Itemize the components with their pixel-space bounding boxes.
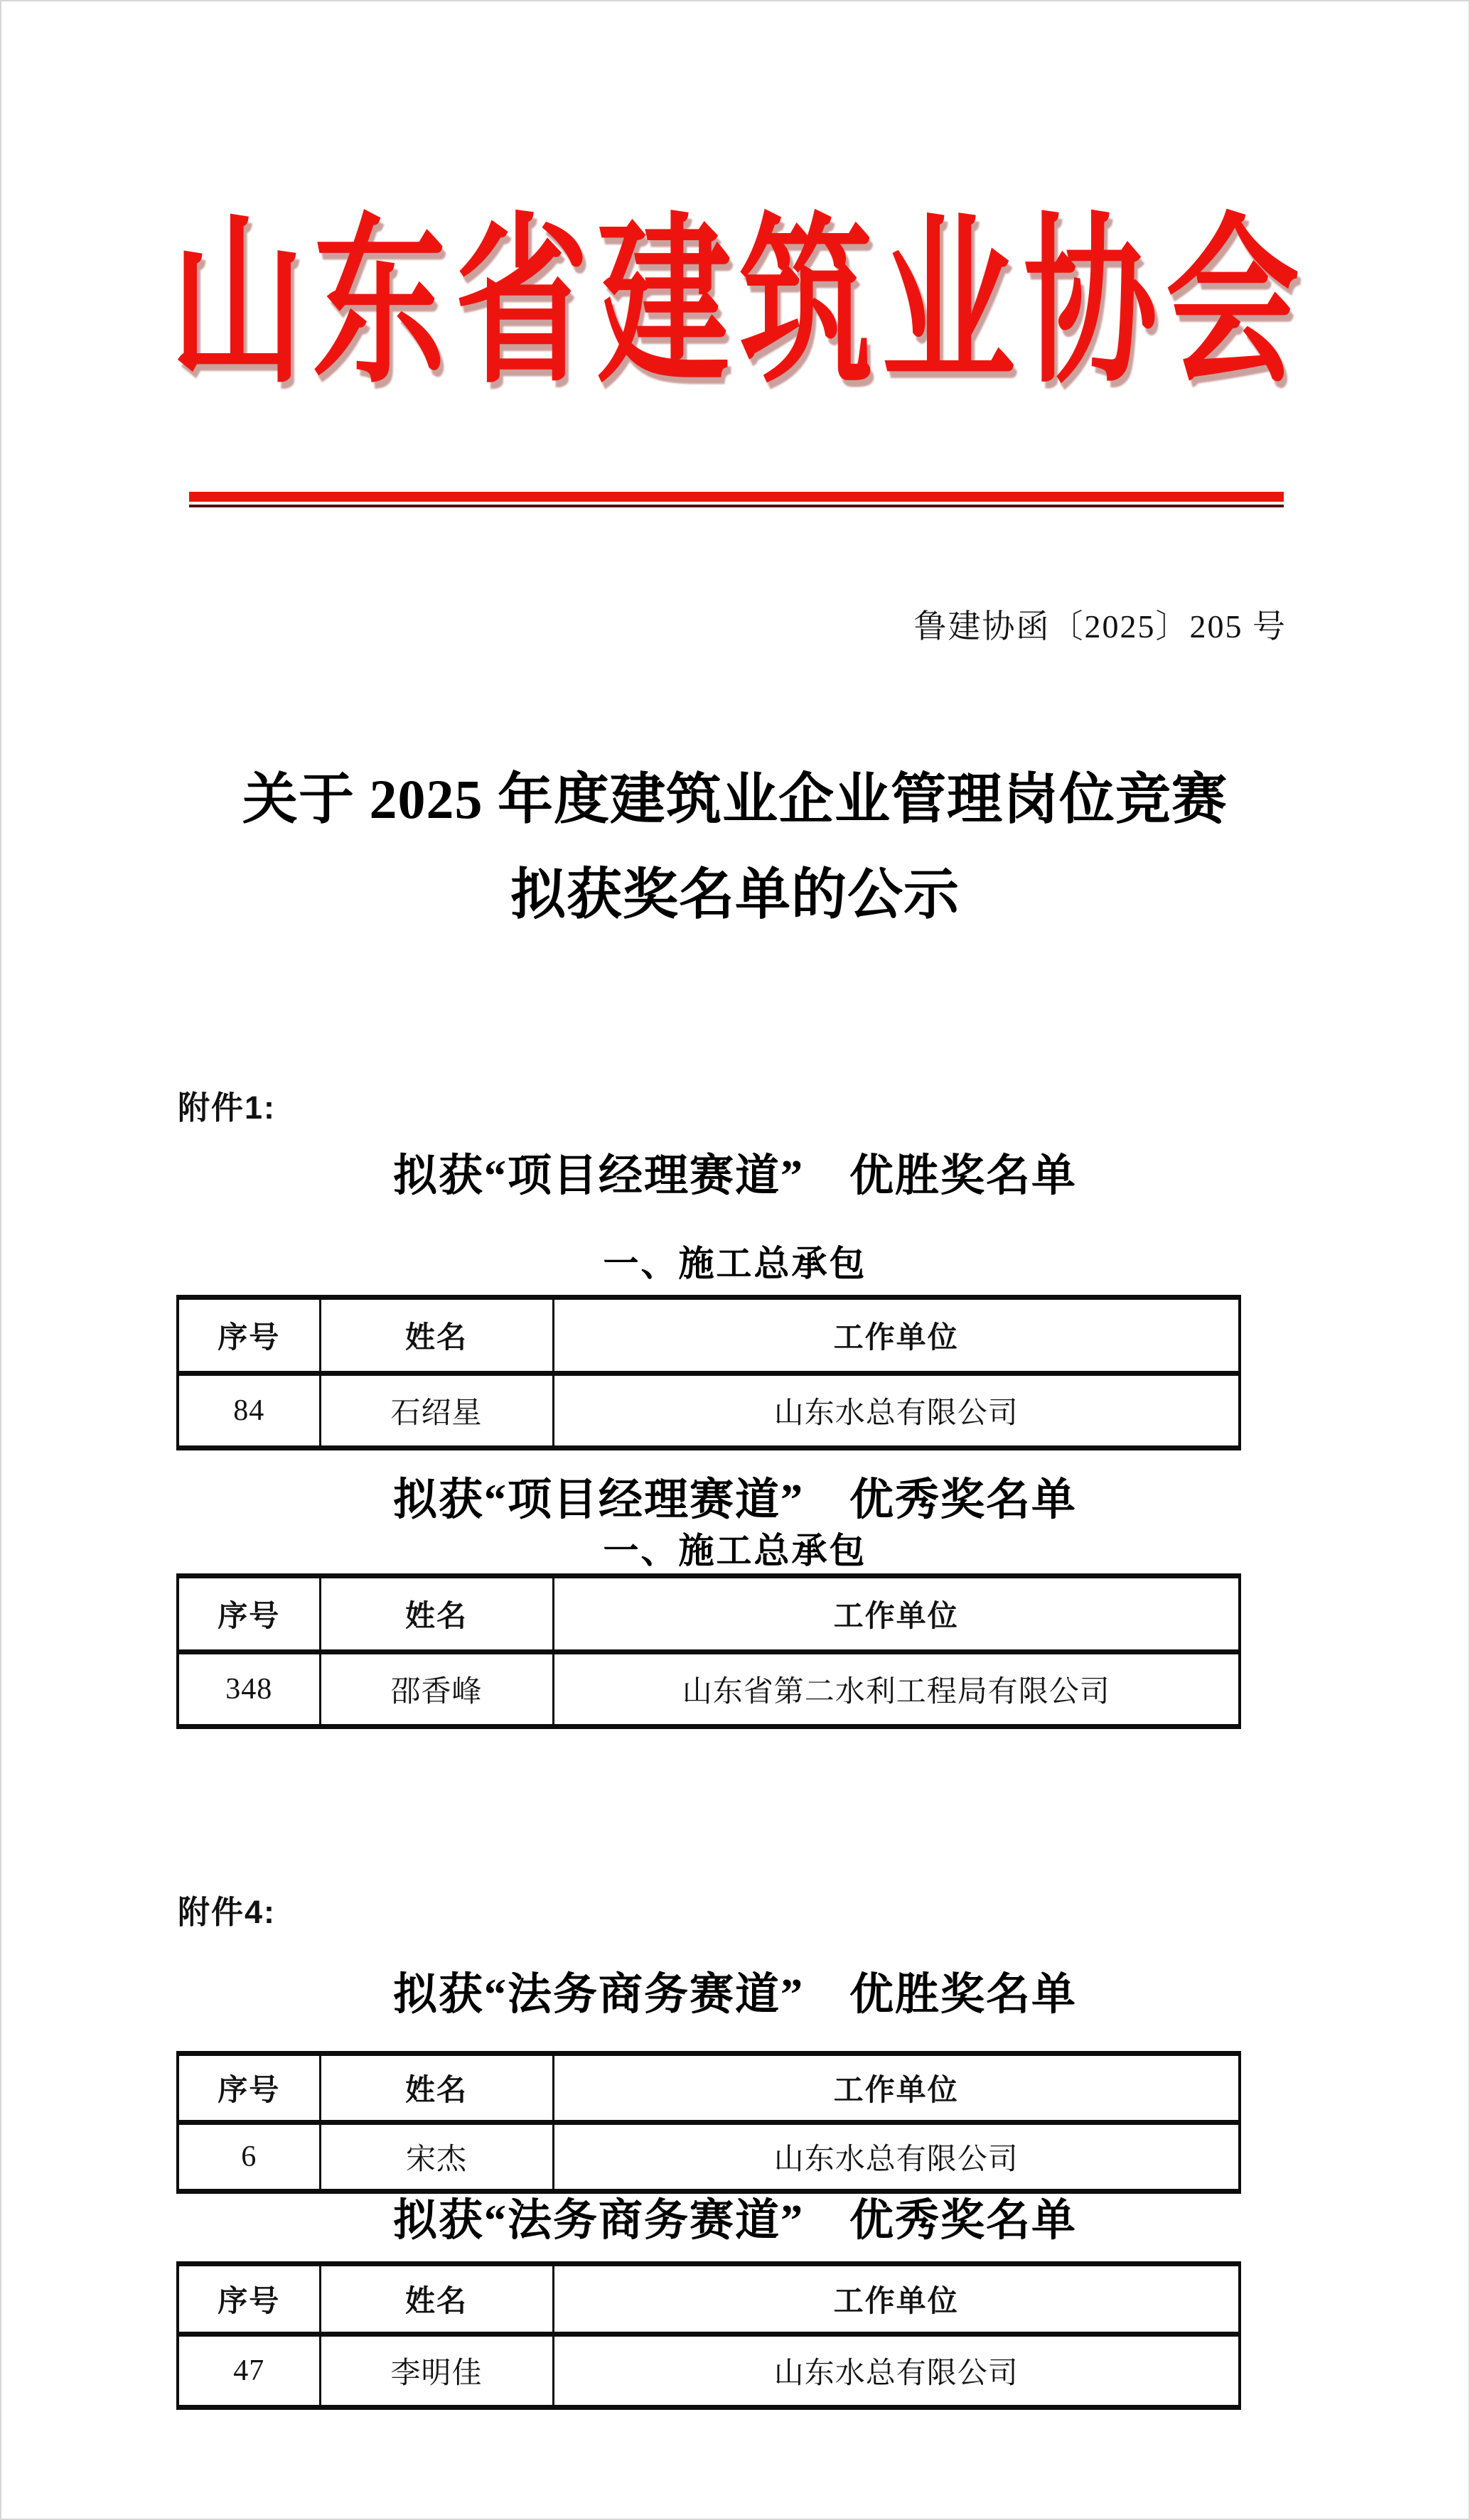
col-header-index: 序号 [178, 2054, 320, 2123]
cell-index: 47 [178, 2335, 320, 2408]
cell-employer: 山东省第二水利工程局有限公司 [553, 1652, 1240, 1727]
table-row [178, 1374, 1240, 1448]
cell-index: 84 [178, 1374, 320, 1448]
table-row [178, 2335, 1240, 2408]
col-header-employer: 工作单位 [553, 1576, 1240, 1652]
section-title-legal-excellence: 拟获“法务商务赛道” 优秀奖名单 [392, 2197, 1077, 2245]
award-table-legal-winner [176, 2051, 1241, 2194]
col-header-name: 姓名 [320, 1298, 553, 1374]
table-row [178, 1652, 1240, 1727]
section-subtitle-pm-excellence: 一、施工总承包 [603, 1531, 867, 1571]
cell-name: 李明佳 [320, 2335, 553, 2408]
red-divider [189, 492, 1284, 507]
col-header-name: 姓名 [320, 2054, 553, 2123]
table-header-row [178, 1576, 1240, 1652]
section-title-pm-excellence: 拟获“项目经理赛道” 优秀奖名单 [392, 1476, 1077, 1524]
col-header-index: 序号 [178, 1576, 320, 1652]
award-table-pm-winner [176, 1295, 1241, 1450]
table-row [178, 2123, 1240, 2192]
section-title-pm-winner: 拟获“项目经理赛道” 优胜奖名单 [392, 1152, 1077, 1200]
col-header-employer: 工作单位 [553, 2264, 1240, 2335]
section-subtitle-pm-winner: 一、施工总承包 [603, 1244, 867, 1283]
main-title-line2: 拟获奖名单的公示 [510, 863, 960, 925]
cell-name: 石绍星 [320, 1374, 553, 1448]
col-header-index: 序号 [178, 2264, 320, 2335]
cell-employer: 山东水总有限公司 [553, 2123, 1240, 2192]
col-header-name: 姓名 [320, 1576, 553, 1652]
red-divider-underline [189, 505, 1284, 507]
doc-number: 鲁建协函〔2025〕205 号 [913, 608, 1287, 645]
cell-employer: 山东水总有限公司 [553, 1374, 1240, 1448]
award-table-legal-excellence [176, 2261, 1241, 2410]
table-header-row [178, 1298, 1240, 1374]
table-header-row [178, 2054, 1240, 2123]
main-title [1, 752, 1469, 942]
cell-index: 6 [178, 2123, 320, 2192]
col-header-index: 序号 [178, 1298, 320, 1374]
attachment-1-label: 附件1: [178, 1089, 277, 1126]
award-table-pm-excellence [176, 1573, 1241, 1729]
section-title-legal-winner: 拟获“法务商务赛道” 优胜奖名单 [392, 1971, 1077, 2019]
cell-name: 宋杰 [320, 2123, 553, 2192]
red-divider-bar [189, 492, 1284, 502]
col-header-name: 姓名 [320, 2264, 553, 2335]
table-header-row [178, 2264, 1240, 2335]
col-header-employer: 工作单位 [553, 1298, 1240, 1374]
main-title-line1: 关于 2025 年度建筑业企业管理岗位竞赛 [242, 768, 1228, 830]
col-header-employer: 工作单位 [553, 2054, 1240, 2123]
attachment-4-label: 附件4: [178, 1894, 277, 1930]
cell-employer: 山东水总有限公司 [553, 2335, 1240, 2408]
cell-index: 348 [178, 1652, 320, 1727]
org-title: 山东省建筑业协会 [171, 203, 1308, 405]
cell-name: 邵香峰 [320, 1652, 553, 1727]
